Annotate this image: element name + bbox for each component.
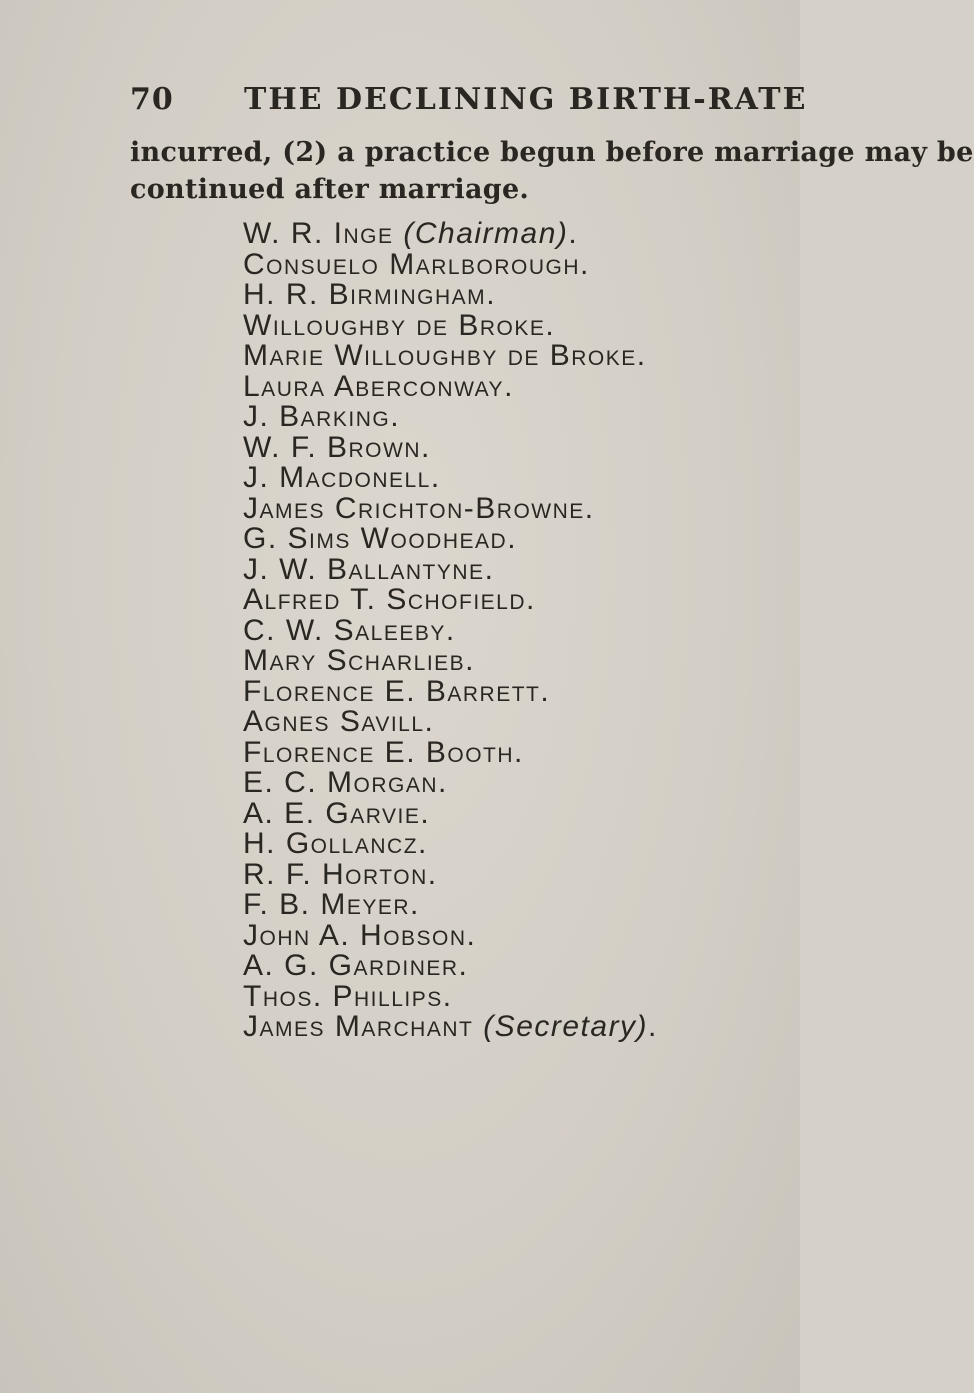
intro-line: continued after marriage. [130,174,530,205]
signatory-name: H. R. Birmingham [243,278,487,311]
signatory-name: J. Macdonell [243,461,431,494]
signatory-name: W. R. Inge [243,217,394,250]
signatory-name: A. E. Garvie [243,796,421,830]
signatory: W. F. Brown. [243,430,431,464]
signatory: J. Macdonell. [243,461,441,494]
signatory-name: Laura Aberconway [243,369,505,403]
signatory-role: (Chairman) [403,217,569,250]
signatory-name: E. C. Morgan [243,766,439,799]
signatory-name: H. Gollancz [243,827,419,860]
signatory-name: J. Barking [243,400,391,433]
signatory: A. G. Gardiner. [243,949,469,982]
signatory: G. Sims Woodhead. [243,522,518,555]
signatory: Laura Aberconway. [243,369,514,403]
signatory-name: Willoughby de Broke [243,308,546,342]
signatory-name: Mary Scharlieb [243,644,466,677]
signatory-name: Alfred T. Schofield [243,583,527,616]
signatory-name: Agnes Savill [243,705,425,738]
signatory: James Crichton-Browne. [243,491,595,525]
signatory: C. W. Saleeby. [243,613,456,647]
signatory-name: A. G. Gardiner [243,949,459,982]
intro-line: incurred, (2) a practice begun before marriage may be [130,137,974,168]
signatory-name: C. W. Saleeby [243,613,446,647]
running-head: THE DECLINING BIRTH-RATE [244,82,808,117]
signatory: J. W. Ballantyne. [243,552,495,586]
signatory-name: R. F. Horton [243,857,428,891]
signatory-name: Consuelo Marlborough [243,247,581,281]
signatory: Agnes Savill. [243,705,435,738]
signatory-name: John A. Hobson [243,918,467,952]
signatory: Consuelo Marlborough. [243,247,590,281]
signatory-list [243,219,658,1043]
signatory-name: Florence E. Booth [243,735,515,769]
signatory-name: W. F. Brown [243,430,421,464]
signatory: F. B. Meyer. [243,888,420,921]
signatory: H. R. Birmingham. [243,278,497,311]
signatory: Mary Scharlieb. [243,644,476,677]
signatory-name: F. B. Meyer [243,888,411,921]
signatory: James Marchant (Secretary). [243,1010,658,1043]
signatory: Alfred T. Schofield. [243,583,536,616]
signatory: John A. Hobson. [243,918,477,952]
signatory: E. C. Morgan. [243,766,448,799]
signatory-name: J. W. Ballantyne [243,552,485,586]
signatory-name: James Crichton-Browne [243,491,585,525]
signatory: Willoughby de Broke. [243,308,556,342]
signatory: J. Barking. [243,400,401,433]
page-header [0,82,808,122]
signatory: A. E. Garvie. [243,796,431,830]
signatory: W. R. Inge (Chairman). [243,217,579,250]
signatory-name: Florence E. Barrett [243,674,541,708]
signatory-name: Marie Willoughby de Broke [243,339,637,372]
page-number: 70 [130,82,174,117]
signatory: Thos. Phillips. [243,979,453,1013]
signatory: Florence E. Booth. [243,735,524,769]
signatory-role: (Secretary) [483,1010,649,1043]
signatory: R. F. Horton. [243,857,438,891]
signatory-name: Thos. Phillips [243,979,443,1013]
signatory: H. Gollancz. [243,827,428,860]
signatory: Marie Willoughby de Broke. [243,339,647,372]
signatory-name: James Marchant [243,1010,474,1043]
intro-paragraph [130,134,974,208]
signatory-name: G. Sims Woodhead [243,522,508,555]
signatory: Florence E. Barrett. [243,674,551,708]
